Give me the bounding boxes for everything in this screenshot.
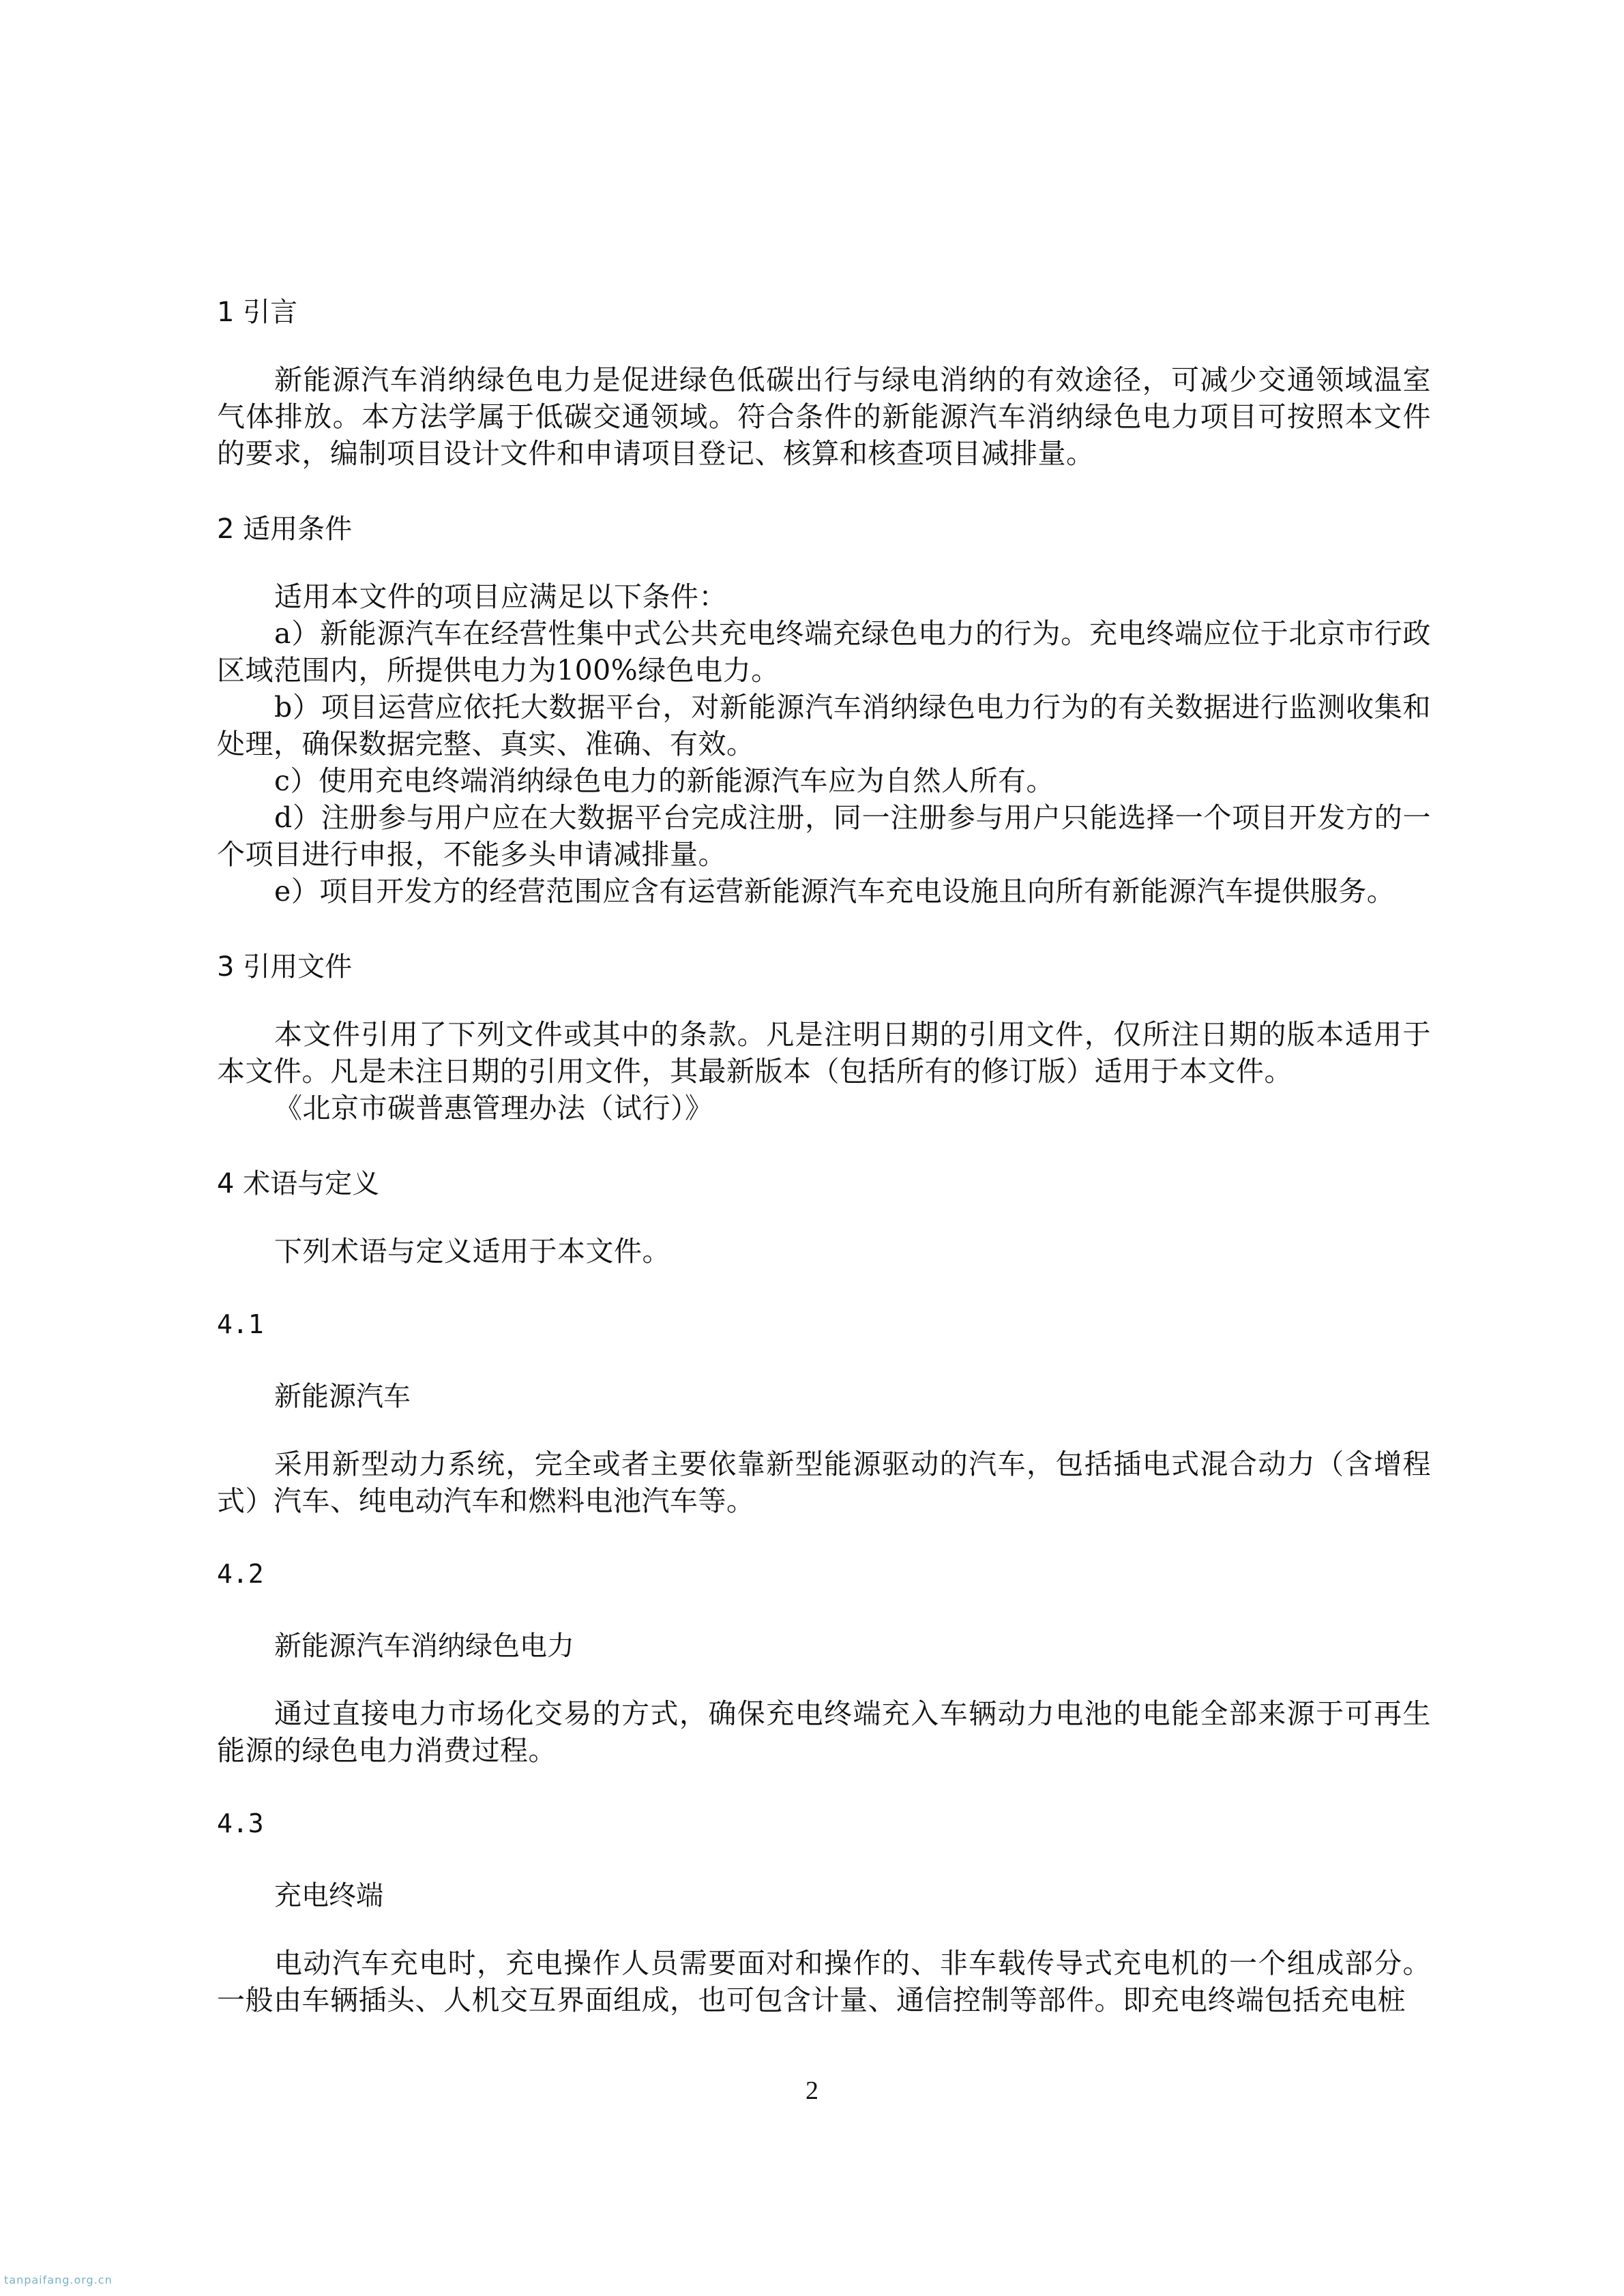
referenced-document: 《北京市碳普惠管理办法（试行）》 (274, 1092, 713, 1124)
term-number: 4.1 (217, 1309, 264, 1339)
condition-item-d: d）注册参与用户应在大数据平台完成注册，同一注册参与用户只能选择一个项目开发方的一个项目进行申报，不能多头申请减排量。 (217, 801, 1431, 871)
conditions-lead: 适用本文件的项目应满足以下条件： (274, 580, 727, 613)
section-heading-references: 3 引用文件 (217, 951, 353, 983)
term-definition: 通过直接电力市场化交易的方式，确保充电终端充入车辆动力电池的电能全部来源于可再生能源的绿色电力消费过程。 (217, 1697, 1431, 1767)
term-number: 4.2 (217, 1559, 264, 1589)
term-definition: 电动汽车充电时，充电操作人员需要面对和操作的、非车载传导式充电机的一个组成部分。一般由车辆插头、人机交互界面组成，也可包含计量、通信控制等部件。即充电终端包括充电桩 (217, 1947, 1431, 2016)
term-definition: 采用新型动力系统，完全或者主要依靠新型能源驱动的汽车，包括插电式混合动力（含增程式）汽车、纯电动汽车和燃料电池汽车等。 (217, 1448, 1431, 1517)
references-paragraph: 本文件引用了下列文件或其中的条款。凡是注明日期的引用文件，仅所注日期的版本适用于本文件。凡是未注日期的引用文件，其最新版本（包括所有的修订版）适用于本文件。 (217, 1018, 1431, 1088)
section-heading-conditions: 2 适用条件 (217, 513, 353, 545)
condition-item-c: c）使用充电终端消纳绿色电力的新能源汽车应为自然人所有。 (274, 764, 1054, 797)
term-number: 4.3 (217, 1808, 264, 1838)
term-title: 新能源汽车消纳绿色电力 (274, 1630, 574, 1662)
section-heading-intro: 1 引言 (217, 297, 298, 328)
section-heading-terms: 4 术语与定义 (217, 1168, 380, 1199)
condition-item-b: b）项目运营应依托大数据平台，对新能源汽车消纳绿色电力行为的有关数据进行监测收集和处理，确保数据完整、真实、准确、有效。 (217, 691, 1431, 760)
page-content (217, 293, 1431, 2018)
terms-lead: 下列术语与定义适用于本文件。 (274, 1235, 670, 1268)
condition-item-a: a）新能源汽车在经营性集中式公共充电终端充绿色电力的行为。充电终端应位于北京市行政区域范围内，所提供电力为100%绿色电力。 (217, 617, 1431, 687)
intro-paragraph: 新能源汽车消纳绿色电力是促进绿色低碳出行与绿电消纳的有效途径，可减少交通领域温室气体排放。本方法学属于低碳交通领域。符合条件的新能源汽车消纳绿色电力项目可按照本文件的要求，编制项目设计文件和申请项目登记、核算和核查项目减排量。 (217, 363, 1431, 470)
term-title: 充电终端 (274, 1880, 383, 1911)
condition-item-e: e）项目开发方的经营范围应含有运营新能源汽车充电设施且向所有新能源汽车提供服务。 (274, 875, 1396, 908)
watermark-text: tanpaifang.org.cn (4, 2273, 113, 2286)
page-number: 2 (806, 2076, 818, 2105)
term-title: 新能源汽车 (274, 1381, 411, 1412)
